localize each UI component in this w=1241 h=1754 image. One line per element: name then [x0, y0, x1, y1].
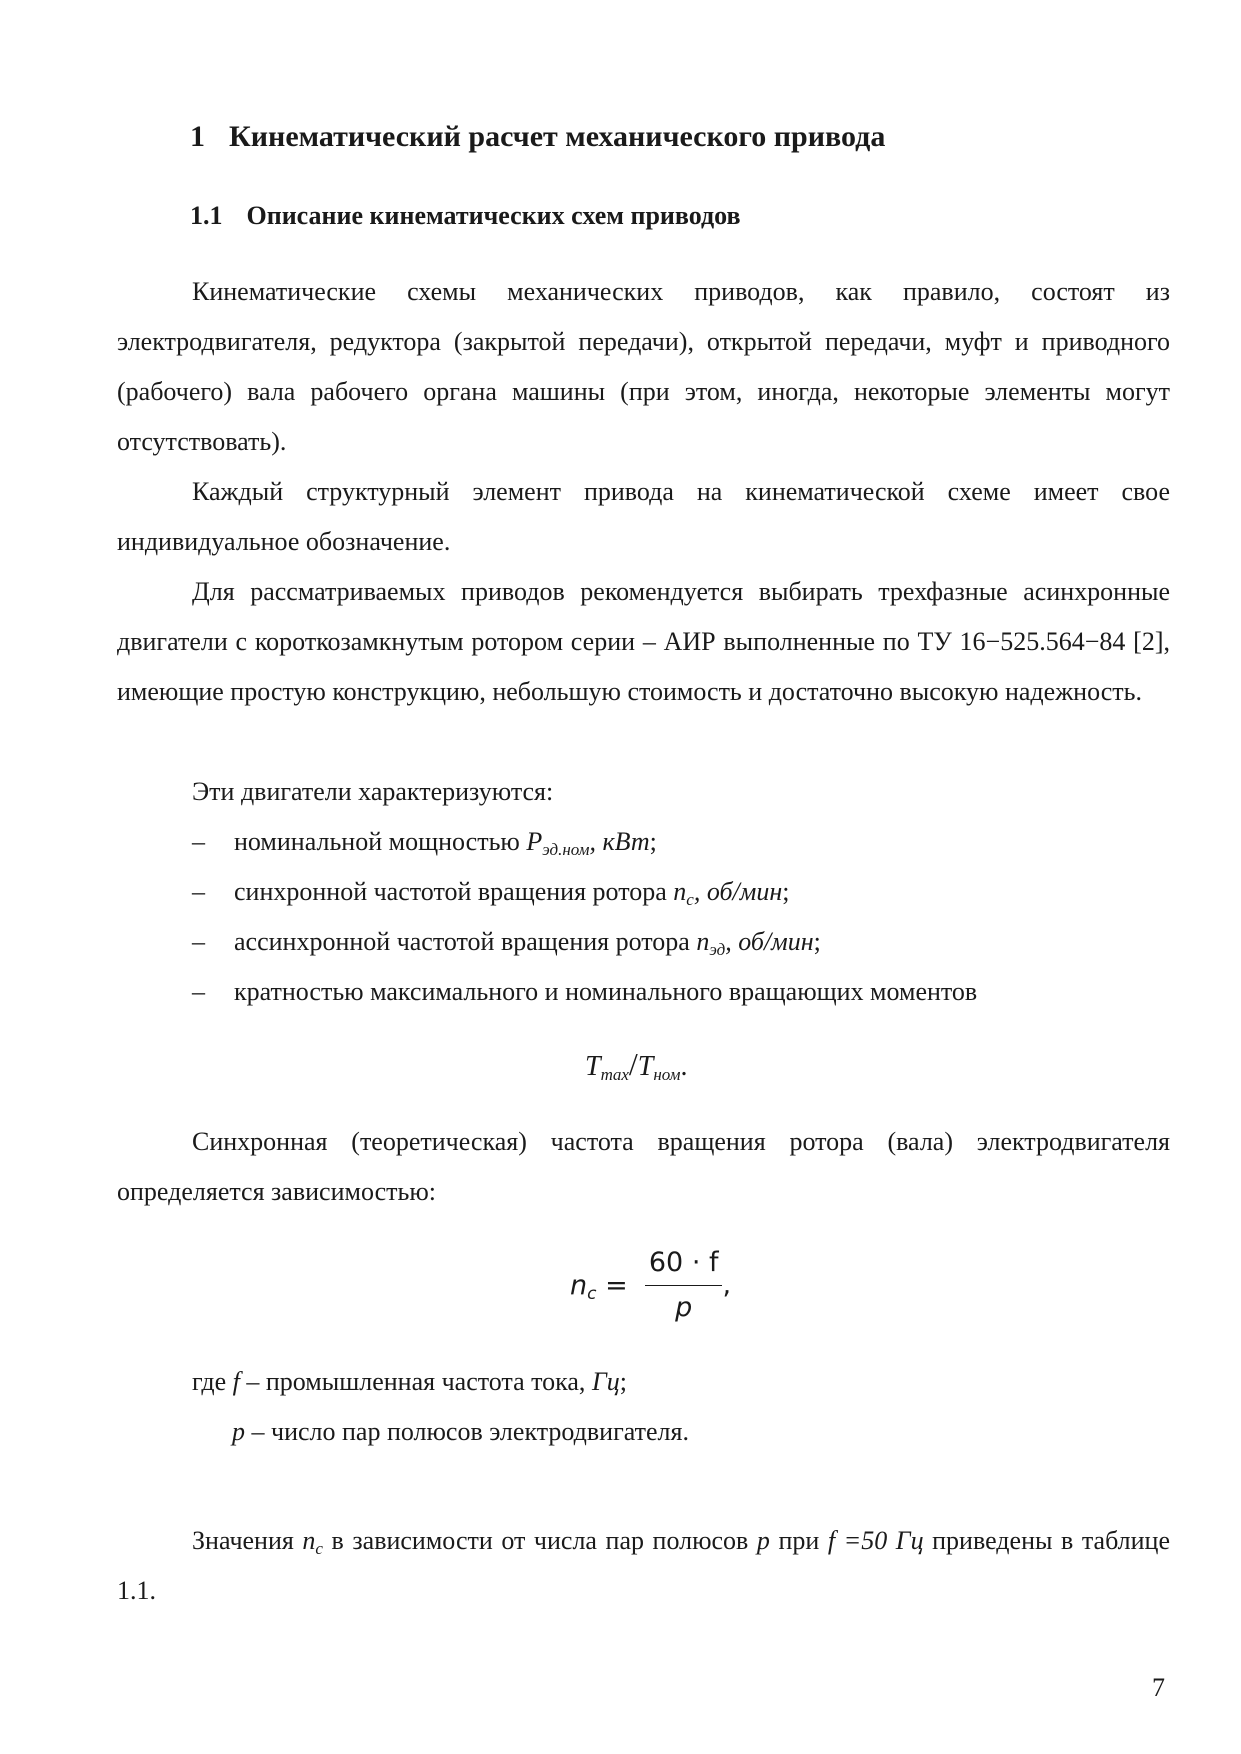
condition: f =50 Гц: [827, 1526, 924, 1555]
chapter-title: Кинематический расчет механического привода: [229, 120, 886, 153]
symbol: p: [756, 1526, 770, 1555]
list-item-text: синхронной частотой вращения ротора: [234, 877, 674, 906]
punctuation: ;: [649, 827, 657, 856]
subscript: эд: [709, 940, 726, 959]
where-f: [192, 1366, 627, 1398]
list-dash: –: [192, 927, 205, 956]
list-item: [192, 876, 790, 909]
where-p: [232, 1416, 689, 1448]
symbol: P: [526, 827, 543, 856]
description: – промышленная частота тока,: [239, 1367, 592, 1396]
list-dash: –: [192, 977, 205, 1006]
punctuation: ;: [813, 927, 821, 956]
paragraph-schemes: [117, 267, 1170, 467]
section-title: Описание кинематических схем приводов: [246, 201, 741, 230]
paragraph-text: Для рассматриваемых приводов рекомендуется выбирать трехфазные асинхронные двигатели с короткозамкнутым ротором серии – АИР выполненные по ТУ 16−525.564−84 [2], имеющие простую конструкцию, небольшую стоимость и достаточно высокую надежность.: [117, 577, 1170, 706]
slash: /: [628, 1046, 638, 1082]
page-number: 7: [1152, 1673, 1165, 1702]
subscript: c: [315, 1539, 323, 1558]
punctuation: .: [680, 1051, 688, 1082]
subscript: ном: [653, 1065, 681, 1084]
torque-ratio: [585, 1046, 688, 1083]
symbol: n: [673, 877, 687, 906]
text: в зависимости от числа пар полюсов: [322, 1526, 757, 1555]
formula-sync-speed: [570, 1245, 731, 1326]
list-item: [192, 976, 978, 1008]
symbol: n: [570, 1269, 588, 1301]
text: Значения: [192, 1526, 303, 1555]
subscript: c: [587, 1283, 597, 1304]
text: приведены в таблице 1.1.: [117, 1526, 1171, 1605]
equals-sign: =: [596, 1269, 637, 1301]
punctuation: ,: [722, 1269, 732, 1301]
subscript: c: [686, 890, 694, 909]
paragraph-text: Кинематические схемы механических приводов, как правило, состоят из электродвигателя, редуктора (закрытой передачи), открытой передачи, муфт и приводного (рабочего) вала рабочего органа машины (при этом, иногда, некоторые элементы могут отсутствовать).: [117, 277, 1170, 456]
section-heading: [190, 201, 741, 231]
list-item-text: номинальной мощностью: [234, 827, 527, 856]
paragraph-characteristics: Эти двигатели характеризуются:: [192, 777, 554, 806]
paragraph-sync-speed: [117, 1117, 1170, 1217]
subscript: эд.ном: [542, 840, 590, 859]
list-item: [192, 826, 657, 859]
symbol: f: [232, 1367, 240, 1396]
unit: Гц: [591, 1367, 620, 1396]
symbol: p: [232, 1417, 245, 1446]
symbol: n: [302, 1526, 316, 1555]
punctuation: ;: [782, 877, 790, 906]
paragraph-text: Каждый структурный элемент привода на кинематической схеме имеет свое индивидуальное обозначение.: [117, 477, 1170, 556]
list-dash: –: [192, 877, 205, 906]
paragraph-elements: [117, 467, 1170, 567]
list-dash: –: [192, 827, 205, 856]
unit: , кВт: [589, 827, 650, 856]
list-item-text: кратностью максимального и номинального вращающих моментов: [234, 977, 978, 1006]
where-prefix: где: [192, 1367, 233, 1396]
symbol: T: [585, 1051, 601, 1082]
list-item: [192, 926, 821, 959]
fraction: [645, 1245, 723, 1326]
unit: , об/мин: [725, 927, 814, 956]
chapter-heading: [190, 120, 885, 154]
section-number: 1.1: [190, 201, 223, 230]
description: – число пар полюсов электродвигателя.: [245, 1417, 689, 1446]
chapter-number: 1: [190, 120, 205, 153]
subscript: max: [600, 1065, 629, 1084]
paragraph-values: [117, 1516, 1170, 1616]
unit: , об/мин: [693, 877, 783, 906]
denominator: p: [675, 1292, 693, 1323]
symbol: n: [696, 927, 710, 956]
numerator: 60 · f: [645, 1245, 723, 1286]
list-item-text: ассинхронной частотой вращения ротора: [234, 927, 697, 956]
symbol: T: [637, 1051, 654, 1082]
paragraph-motors: [117, 567, 1170, 717]
text: при: [769, 1526, 828, 1555]
punctuation: ;: [619, 1367, 627, 1396]
paragraph-text: Синхронная (теоретическая) частота вращения ротора (вала) электродвигателя определяется зависимостью:: [117, 1127, 1170, 1206]
